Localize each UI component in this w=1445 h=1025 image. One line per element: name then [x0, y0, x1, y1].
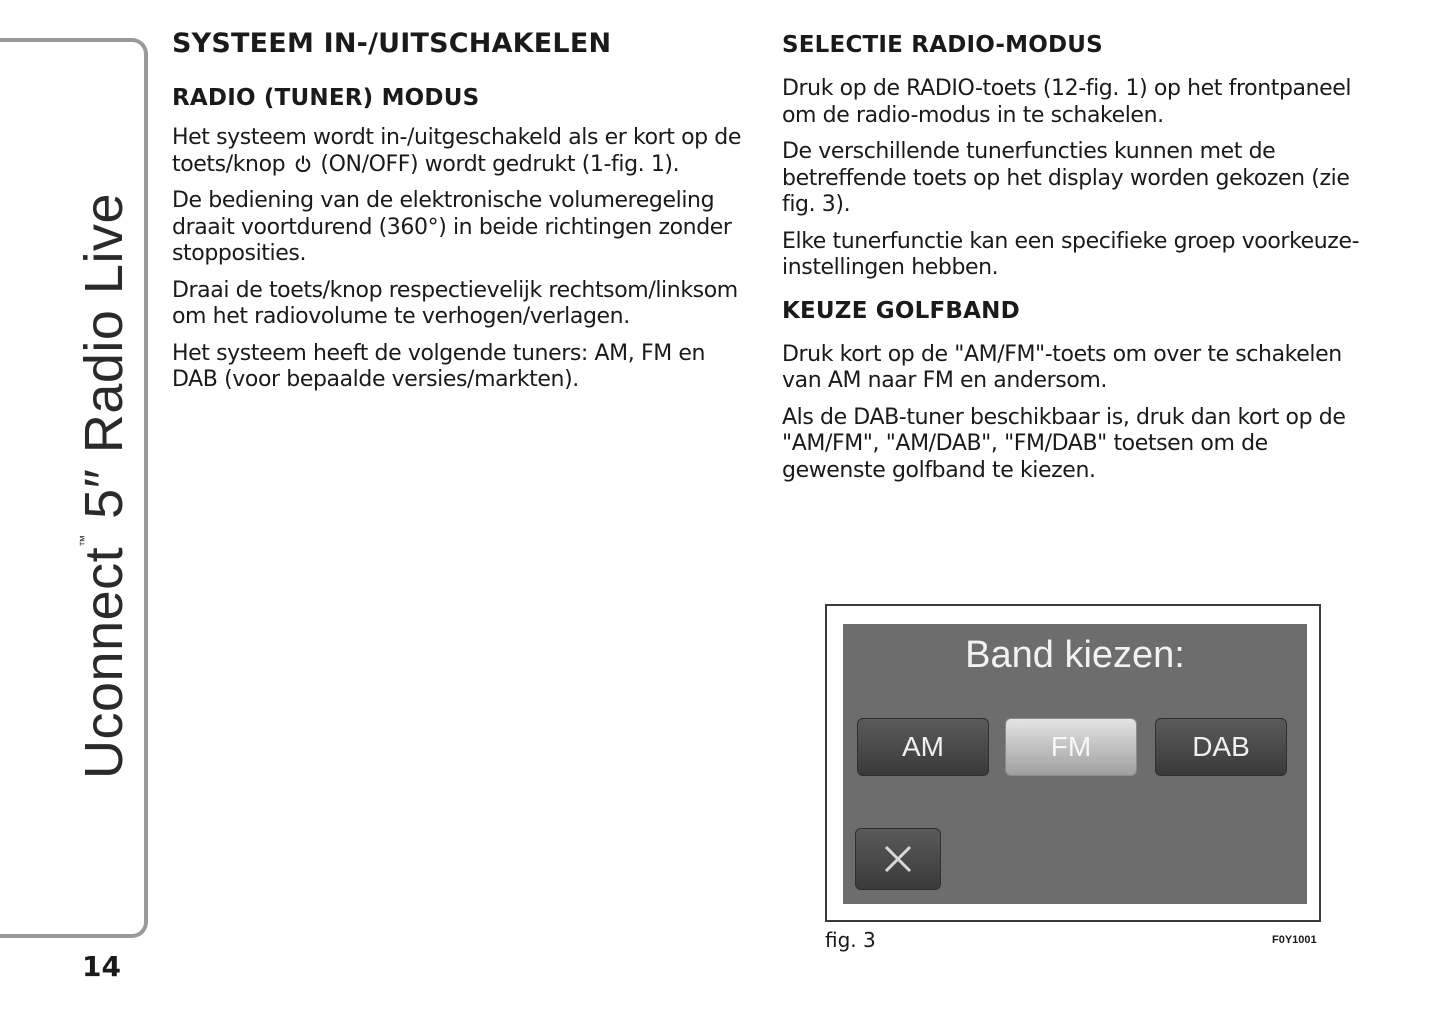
- paragraph-power: Het systeem wordt in-/uitgeschakeld als er kort op de toets/knop (ON/OFF) wordt gedrukt (1-fig. 1).: [172, 125, 742, 177]
- band-button-am[interactable]: AM: [857, 718, 989, 776]
- display-screen: [843, 624, 1307, 904]
- figure-band-select: [825, 604, 1321, 922]
- trademark-sign: ™: [77, 534, 91, 547]
- close-x-icon: [881, 842, 915, 876]
- paragraph-tuners: Het systeem heeft de volgende tuners: AM, FM en DAB (voor bepaalde versies/markten).: [172, 340, 706, 392]
- section-heading: SYSTEEM IN-/UITSCHAKELEN: [172, 28, 612, 59]
- screen-title: Band kiezen:: [965, 634, 1185, 676]
- figure-caption: fig. 3: [825, 928, 876, 952]
- power-icon: [294, 155, 312, 173]
- section-heading-band: KEUZE GOLFBAND: [782, 297, 1020, 324]
- paragraph-radio-key: Druk op de RADIO-toets (12-fig. 1) op het frontpaneel om de radio-modus in te schakelen.: [782, 76, 1352, 128]
- paragraph-dab: Als de DAB-tuner beschikbaar is, druk dan kort op de "AM/FM", "AM/DAB", "FM/DAB" toetsen om de gewenste golfband te kiezen.: [782, 404, 1346, 483]
- paragraph-volume: De bediening van de elektronische volumeregeling draait voortdurend (360°) in beide richtingen zonder stopposities.: [172, 188, 732, 266]
- band-button-fm[interactable]: FM: [1005, 718, 1137, 776]
- band-button-dab[interactable]: DAB: [1155, 718, 1287, 776]
- chapter-title: Uconnect™ 5″ Radio Live: [74, 193, 134, 779]
- page-number: 14: [82, 950, 121, 983]
- subsection-heading: RADIO (TUNER) MODUS: [172, 85, 480, 111]
- paragraph-am-fm: Druk kort op de "AM/FM"-toets om over te schakelen van AM naar FM en andersom.: [782, 341, 1342, 393]
- close-button[interactable]: [855, 828, 941, 890]
- right-column: [782, 28, 1367, 494]
- left-column: [172, 28, 757, 404]
- paragraph-rotate: Draai de toets/knop respectievelijk rechtsom/linksom om het radiovolume te verhogen/verlagen.: [172, 277, 738, 329]
- section-heading-radio-mode: SELECTIE RADIO-MODUS: [782, 32, 1103, 58]
- paragraph-presets: Elke tunerfunctie kan een specifieke groep voorkeuze-instellingen hebben.: [782, 228, 1360, 280]
- paragraph-tuner-functions: De verschillende tunerfuncties kunnen met de betreffende toets op het display worden gekozen (zie fig. 3).: [782, 139, 1350, 217]
- figure-code: F0Y1001: [1272, 934, 1317, 946]
